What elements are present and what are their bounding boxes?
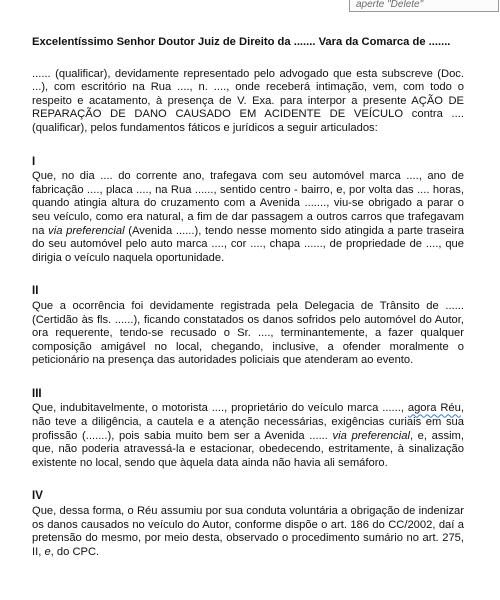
intro-paragraph: ...... (qualificar), devidamente representado pelo advogado que esta subscreve (Doc. ...), com escritório na Rua ...., n. ...., onde receberá intimação, vem, com todo o respeito e acatamento, à presença de V. Exa. para interpor a presente AÇÃO DE REPARAÇÃO DE DANO CAUSADO EM ACIDENTE DE VEÍCULO contra .... (qualificar), pelos fundamentos fáticos e jurídicos a seguir articulados:	[32, 67, 464, 134]
section-4-paragraph	[32, 505, 464, 559]
section-3-paragraph	[32, 402, 464, 470]
section-2-paragraph: Que a ocorrência foi devidamente registrada pela Delegacia de Trânsito de ...... (Certidão às fls. ......), ficando constatados os danos sofridos pelo automóvel do Autor, ora requerente, tendo-se recusado o Sr. ...., terminantemente, a fazer qualquer composição amigável no local, chegando, inclusive, a ofender moralmente o peticionário na presença das autoridades policiais que atenderam ao evento.	[32, 299, 464, 367]
document-body	[32, 36, 464, 559]
section-1-text-b: (Avenida ......), tendo nesse momento sido atingida a parte traseira do seu automóvel pelo auto marca ...., cor ...., chapa ......, de propriedade de ...., que dirigia o veículo naquela oportunidade.	[32, 224, 464, 264]
section-1-paragraph	[32, 170, 464, 265]
section-3-emphasis: via preferencial	[332, 429, 410, 442]
document-heading: Excelentíssimo Senhor Doutor Juiz de Direito da ....... Vara da Comarca de .......	[32, 36, 451, 48]
section-3-text-a: Que, indubitavelmente, o motorista ...., proprietário do veículo marca ......,	[32, 402, 408, 415]
delete-hint-text: aperte "Delete"	[356, 0, 424, 10]
section-number-4: IV	[32, 490, 43, 503]
section-1-text-a: Que, no dia .... do corrente ano, trafegava com seu automóvel marca ...., ano de fabricação ...., placa ...., na Rua ......, sentido centro - bairro, e, por volta das .... horas, quando atingia altura do cruzamento com a Avenida ......., viu-se obrigado a parar o seu veículo, como era natural, a fim de dar passagem a outros carros que trafegavam na	[32, 170, 464, 237]
section-4-text-a: Que, dessa forma, o Réu assumiu por sua conduta voluntária a obrigação de indenizar os danos causados no veículo do Autor, conforme dispõe o art. 186 do CC/2002, daí a pretensão do mesmo, por meio desta, observado o procedimento sumário no art. 275, II,	[32, 505, 464, 558]
section-3-text-c: , e, assim, que, não poderia atravessá-la e estacionar, obedecendo, estritamente, à sinalização existente no local, sendo que àquela data ainda não havia ali semáforo.	[32, 429, 464, 469]
section-4-text-b: , do CPC.	[50, 545, 100, 558]
section-3-text-b: , não teve a diligência, a cautela e a atenção necessárias, exigências curiais em sua profissão (.......), pois sabia muito bem ser a Avenida ......	[32, 402, 464, 442]
section-number-1: I	[32, 155, 36, 168]
section-1-emphasis: via preferencial	[48, 224, 125, 237]
section-4-emphasis: e	[44, 545, 51, 558]
section-3-spellcheck-mark: agora Réu	[407, 402, 461, 415]
section-number-3: III	[32, 387, 42, 400]
section-number-2: II	[32, 285, 39, 298]
delete-hint-box	[349, 0, 499, 12]
